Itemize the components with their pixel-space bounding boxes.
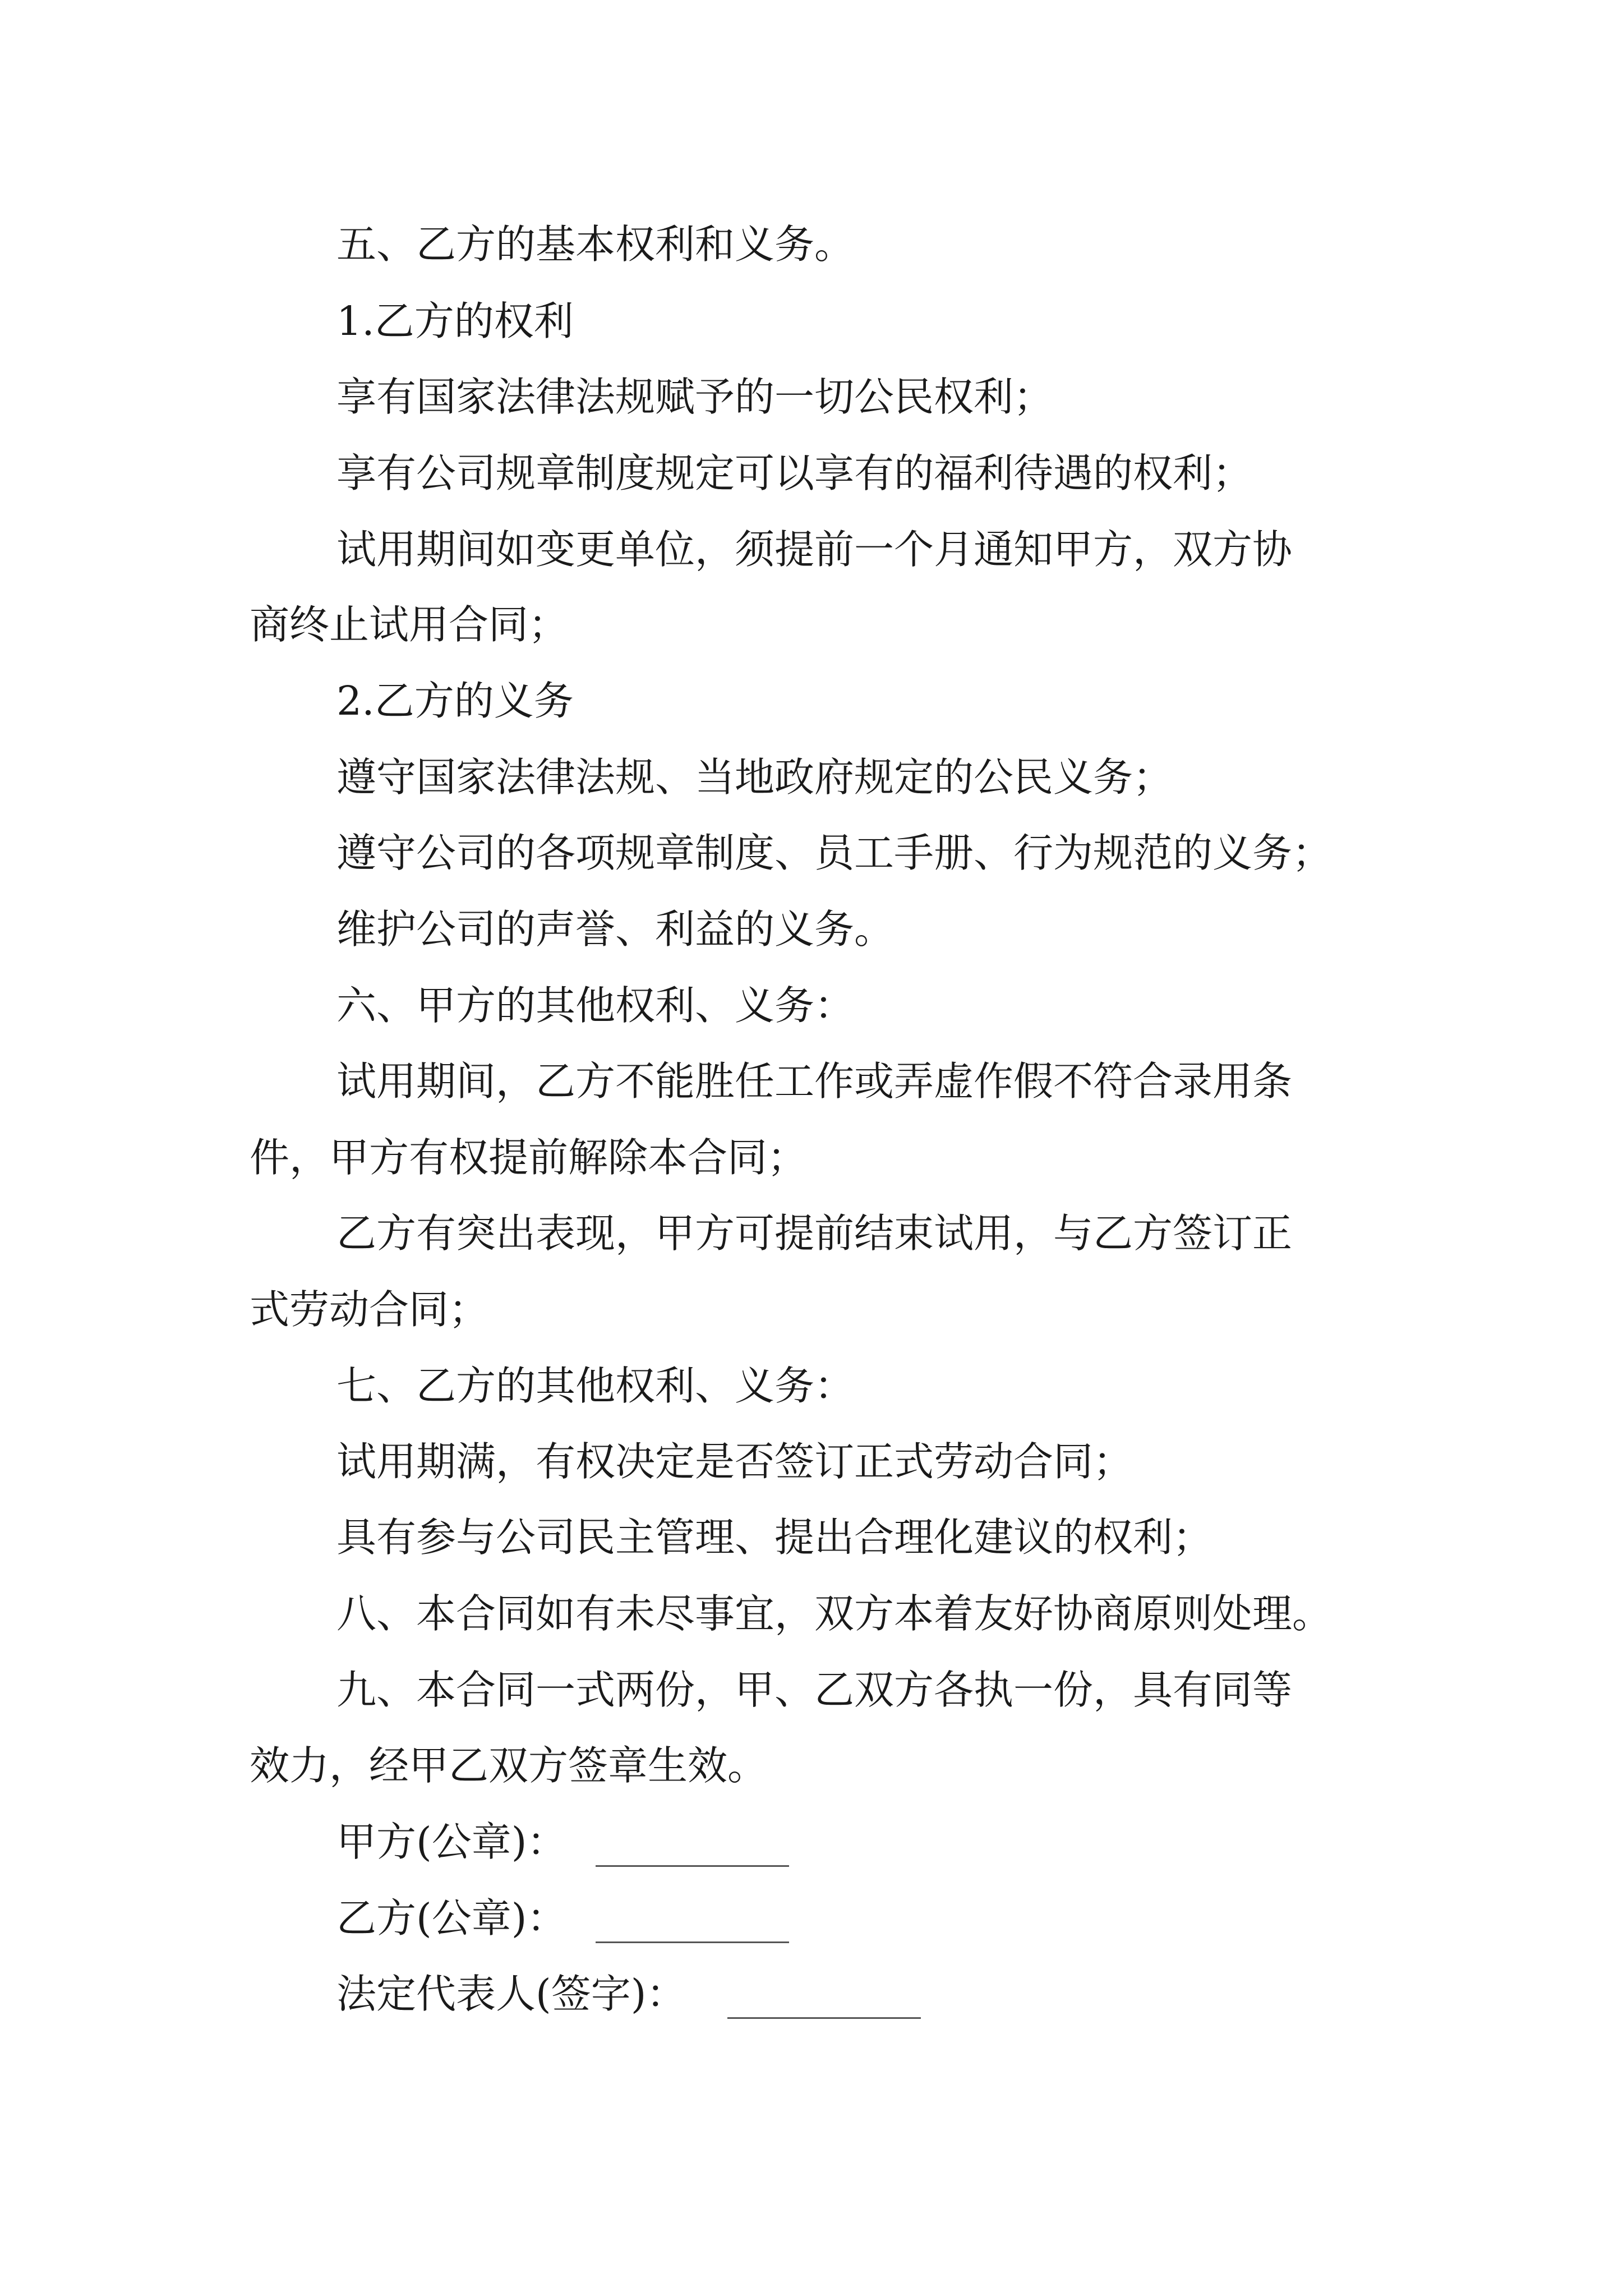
paragraph-line: 享有国家法律法规赋予的一切公民权利； [336, 374, 1054, 420]
paragraph-line: 试用期间如变更单位，须提前一个月通知甲方，双方协 [336, 526, 1293, 573]
paragraph-line: 遵守国家法律法规、当地政府规定的公民义务； [336, 754, 1173, 800]
party-b-seal-label: 乙方(公章)： [336, 1895, 567, 1941]
subheading-party-b-rights: 1.乙方的权利 [336, 298, 574, 344]
section-9-paragraph: 九、本合同一式两份，甲、乙双方各执一份，具有同等 [336, 1667, 1293, 1713]
paragraph-line: 维护公司的声誉、利益的义务。 [336, 906, 895, 953]
paragraph-line: 乙方有突出表现，甲方可提前结束试用，与乙方签订正 [336, 1210, 1293, 1257]
legal-rep-signature-label: 法定代表人(签字)： [336, 1971, 686, 2017]
paragraph-line: 试用期间，乙方不能胜任工作或弄虚作假不符合录用条 [336, 1058, 1293, 1105]
paragraph-line: 商终止试用合同； [250, 601, 569, 648]
legal-rep-signature-line [727, 2017, 921, 2019]
party-a-seal-label: 甲方(公章)： [336, 1819, 567, 1865]
paragraph-line: 式劳动合同； [250, 1286, 489, 1333]
section-6-heading: 六、甲方的其他权利、义务： [336, 982, 855, 1029]
paragraph-line: 件，甲方有权提前解除本合同； [250, 1134, 808, 1181]
subheading-party-b-duties: 2.乙方的义务 [336, 678, 574, 724]
paragraph-line: 效力，经甲乙双方签章生效。 [250, 1742, 768, 1789]
party-a-signature-line [596, 1865, 789, 1867]
section-7-heading: 七、乙方的其他权利、义务： [336, 1363, 855, 1409]
section-5-heading: 五、乙方的基本权利和义务。 [336, 221, 855, 268]
section-8-paragraph: 八、本合同如有未尽事宜，双方本着友好协商原则处理。 [336, 1590, 1332, 1637]
paragraph-line: 具有参与公司民主管理、提出合理化建议的权利； [336, 1514, 1213, 1561]
paragraph-line: 享有公司规章制度规定可以享有的福利待遇的权利； [336, 450, 1253, 496]
paragraph-line: 试用期满，有权决定是否签订正式劳动合同； [336, 1438, 1133, 1485]
paragraph-line: 遵守公司的各项规章制度、员工手册、行为规范的义务； [336, 830, 1332, 876]
party-b-signature-line [596, 1941, 789, 1943]
